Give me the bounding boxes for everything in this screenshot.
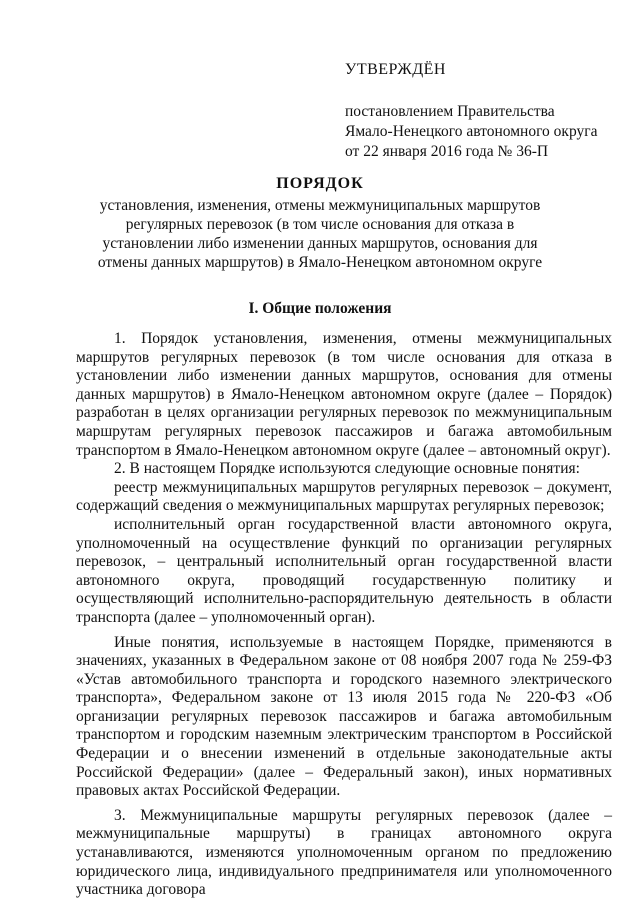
paragraph-6: 3. Межмуниципальные маршруты регулярных перевозок (далее – межмуниципальные маршруты) в границах автономного округа устанавливаются, изменяются уполномоченным органом по предложению юридического лица, индивидуального предпринимателя или уполномоченного участника договора — [76, 806, 612, 899]
paragraph-1: 1. Порядок установления, изменения, отмены межмуниципальных маршрутов регулярных перевозок (в том числе основания для отказа в установлении либо изменении данных маршрутов, основания для отмены данных маршрутов) в Ямало-Ненецком автономном округе (далее – Порядок) разработан в целях организации регулярных перевозок по межмуниципальным маршрутам регулярных перевозок пассажиров и багажа автомобильным транспортом в Ямало-Ненецком автономном округе (далее – автономный округ). — [76, 330, 612, 459]
paragraph-2: 2. В настоящем Порядке используются следующие основные понятия: — [114, 460, 580, 478]
approval-line-2: Ямало-Ненецкого автономного округа — [345, 123, 598, 140]
document-body — [76, 330, 612, 900]
paragraph-4: исполнительный орган государственной власти автономного округа, уполномоченный на осуществление функций по организации регулярных перевозок, – центральный исполнительный орган государственной власти автономного округа, проводящий государственную политику и осуществляющий исполнительно-распорядительную деятельность в области транспорта (далее – уполномоченный орган). — [76, 515, 612, 626]
paragraph-3: реестр межмуниципальных маршрутов регулярных перевозок – документ, содержащий сведения о межмуниципальных маршрутах регулярных перевозок; — [76, 478, 612, 515]
approval-line-1: постановлением Правительства — [345, 103, 555, 120]
paragraph-5: Иные понятия, используемые в настоящем Порядке, применяются в значениях, указанных в Федеральном законе от 08 ноября 2007 года № 259-ФЗ «Устав автомобильного транспорта и городского наземного электрического транспорта», Федеральном законе от 13 июля 2015 года № 220-ФЗ «Об организации регулярных перевозок пассажиров и багажа автомобильным транспортом и городским наземным электрическим транспортом в Российской Федерации и о внесении изменений в отдельные законодательные акты Российской Федерации» (далее – Федеральный закон), иных нормативных правовых актах Российской Федерации. — [76, 633, 612, 800]
section-heading: I. Общие положения — [248, 300, 392, 317]
document-title: ПОРЯДОК — [276, 175, 364, 192]
approval-line-3: от 22 января 2016 года № 36-П — [345, 143, 549, 160]
approval-title: УТВЕРЖДЁН — [345, 61, 446, 78]
document-subtitle: установления, изменения, отмены межмуниципальных маршрутов регулярных перевозок (в том числе основания для отказа в установлении либо изменении данных маршрутов, основания для отмены данных маршрутов) в Ямало-Ненецком автономном округе — [97, 197, 543, 271]
approval-stamp — [345, 60, 630, 162]
